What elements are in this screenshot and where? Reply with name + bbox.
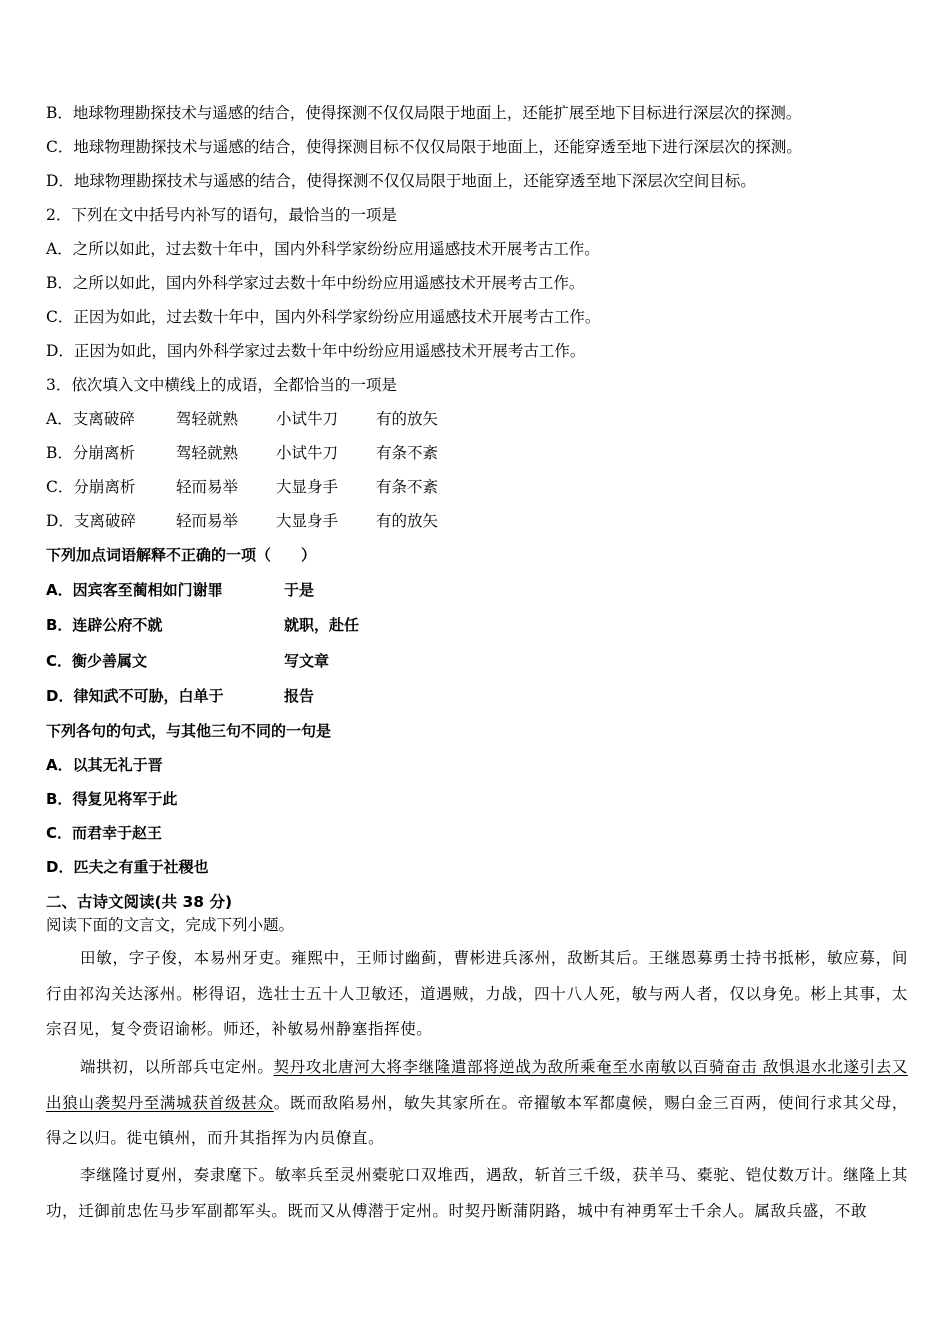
q1-option-c: C．地球物理勘探技术与遥感的结合，使得探测目标不仅仅局限于地面上，还能穿透至地下进行深层次的探测。 (46, 138, 802, 156)
q3-c-2: 轻而易举 (176, 478, 239, 496)
q2-option-b: B．之所以如此，国内外科学家过去数十年中纷纷应用遥感技术开展考古工作。 (46, 274, 585, 292)
q3-option-c (46, 477, 476, 497)
q3-c-4: 有条不紊 (376, 478, 439, 496)
q3-d-4: 有的放矢 (376, 512, 439, 530)
q5-option-c: C．而君幸于赵王 (46, 824, 163, 842)
q3-d-3: 大显身手 (276, 512, 339, 530)
q3-d-1: D．支离破碎 (46, 512, 136, 530)
q3-b-2: 驾轻就熟 (176, 444, 239, 462)
q2-option-c: C．正因为如此，过去数十年中，国内外科学家纷纷应用遥感技术开展考古工作。 (46, 308, 601, 326)
q4-option-d (46, 686, 314, 706)
q4-b-sentence: B．连辟公府不就 (46, 616, 163, 634)
q2-option-d: D．正因为如此，国内外科学家过去数十年中纷纷应用遥感技术开展考古工作。 (46, 342, 586, 360)
q4-option-a (46, 580, 314, 600)
p2-end: 。既而敌陷易州，敏失其家所在。帝擢敏本军都虞候，赐白金三百两，使间行求其父母，得之以归。徙屯镇州，而升其指挥为内员僚直。 (46, 1093, 909, 1147)
q4-a-meaning: 于是 (284, 581, 315, 599)
passage-paragraph-3: 李继隆讨夏州，奏隶麾下。敏率兵至灵州橐驼口双堆西，遇敌，斩首三千级，获羊马、橐驼、铠仗数万计。继隆上其功，迁御前忠佐马步军副都军头。既而又从傅潜于定州。时契丹断蒲阴路，城中有神勇军士千余人。属敌兵盛，不敢 (46, 1166, 908, 1220)
passage-paragraph-1: 田敏，字子俊，本易州牙吏。雍熙中，王师讨幽蓟，曹彬进兵涿州，敌断其后。王继恩募勇士持书抵彬，敏应募，间行由祁沟关达涿州。彬得诏，选壮士五十人卫敏还，道遇贼，力战，四十八人死，敏与两人者，仅以身免。彬上其事，太宗召见，复令赍诏谕彬。师还，补敏易州静塞指挥使。 (46, 949, 908, 1038)
q3-d-2: 轻而易举 (176, 512, 239, 530)
passage-paragraph-2 (46, 1050, 908, 1157)
q5-option-b: B．得复见将军于此 (46, 790, 178, 808)
p2-underlined-sentence: 契丹攻北唐河大将李继隆遣部将逆战为敌所乘奄至水南敏以百骑奋击 敌惧退水北遂引去又出狼山袭契丹至满城获首级甚众 (46, 1058, 909, 1112)
q3-stem: 3．依次填入文中横线上的成语，全都恰当的一项是 (46, 376, 397, 394)
q4-c-sentence: C．衡少善属文 (46, 652, 148, 670)
q4-option-b (46, 615, 359, 635)
q3-b-4: 有条不紊 (376, 444, 439, 462)
q2-option-a: A．之所以如此，过去数十年中，国内外科学家纷纷应用遥感技术开展考古工作。 (46, 240, 600, 258)
q3-option-d (46, 511, 476, 531)
section-heading: 二、古诗文阅读(共 38 分) (46, 893, 233, 911)
q4-c-meaning: 写文章 (284, 652, 330, 670)
q3-c-1: C．分崩离析 (46, 478, 136, 496)
q1-option-b: B．地球物理勘探技术与遥感的结合，使得探测不仅仅局限于地面上，还能扩展至地下目标进行深层次的探测。 (46, 104, 802, 122)
q5-stem: 下列各句的句式，与其他三句不同的一句是 (46, 722, 332, 740)
q4-option-c (46, 651, 329, 671)
q1-option-d: D．地球物理勘探技术与遥感的结合，使得探测不仅仅局限于地面上，还能穿透至地下深层次空间目标。 (46, 172, 756, 190)
q3-a-3: 小试牛刀 (276, 410, 339, 428)
q5-option-d: D．匹夫之有重于社稷也 (46, 858, 209, 876)
q4-d-meaning: 报告 (284, 687, 315, 705)
q4-d-sentence: D．律知武不可胁，白单于 (46, 687, 224, 705)
q5-option-a: A．以其无礼于晋 (46, 756, 163, 774)
q4-stem: 下列加点词语解释不正确的一项（ ） (46, 546, 317, 564)
q3-option-a (46, 409, 476, 429)
q3-a-2: 驾轻就熟 (176, 410, 239, 428)
q2-stem: 2．下列在文中括号内补写的语句，最恰当的一项是 (46, 206, 397, 224)
q3-c-3: 大显身手 (276, 478, 339, 496)
q3-a-1: A．支离破碎 (46, 410, 135, 428)
q3-option-b (46, 443, 476, 463)
q3-a-4: 有的放矢 (376, 410, 439, 428)
section-instruction: 阅读下面的文言文，完成下列小题。 (46, 916, 295, 934)
q4-a-sentence: A．因宾客至蔺相如门谢罪 (46, 581, 223, 599)
q3-b-1: B．分崩离析 (46, 444, 135, 462)
q4-b-meaning: 就职，赴任 (284, 616, 360, 634)
q3-b-3: 小试牛刀 (276, 444, 339, 462)
p2-start: 端拱初，以所部兵屯定州。 (80, 1058, 274, 1076)
